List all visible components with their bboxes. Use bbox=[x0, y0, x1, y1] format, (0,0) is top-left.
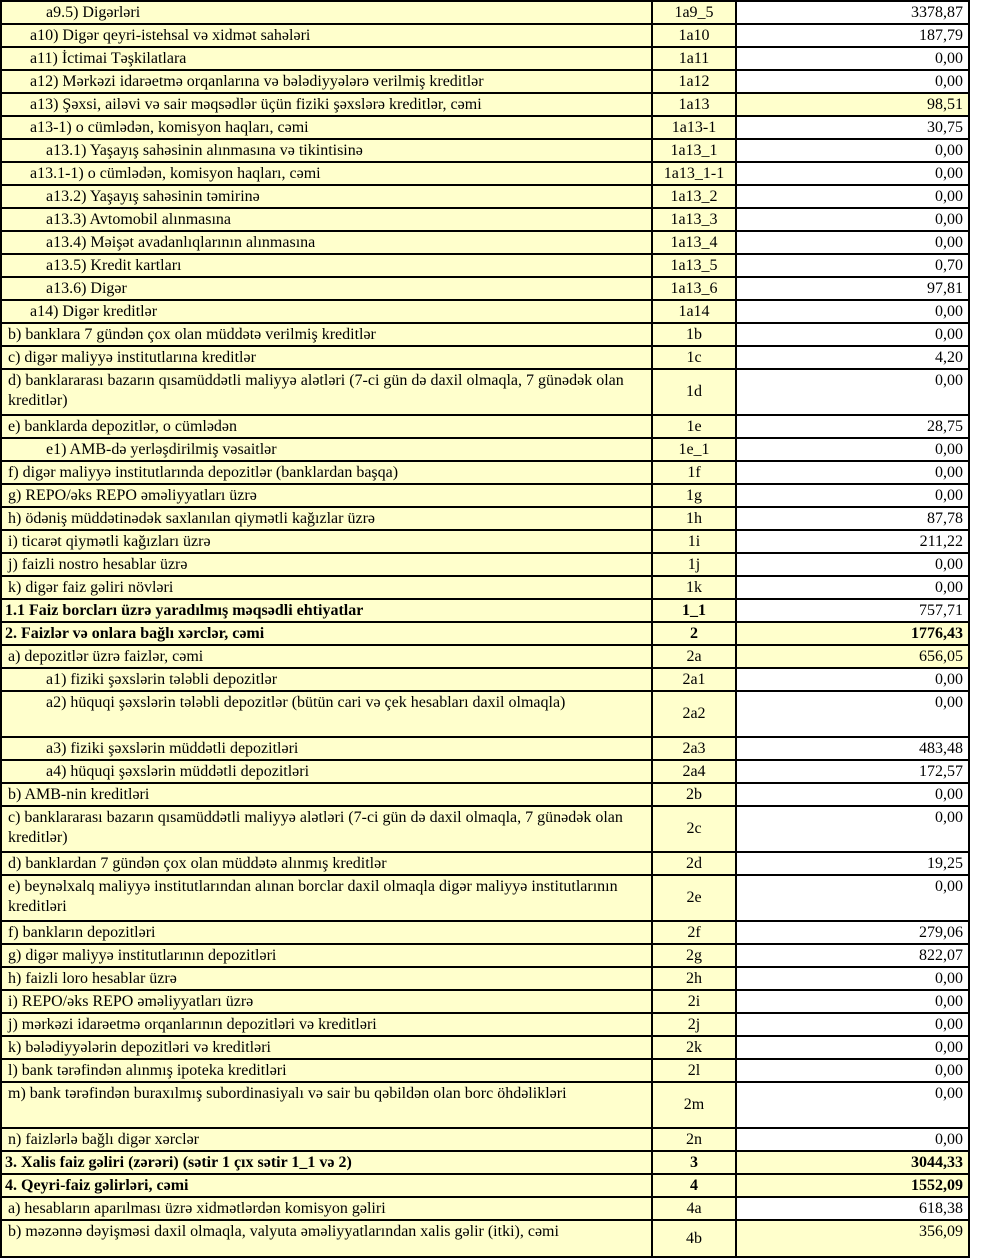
row-code: 1a13_3 bbox=[652, 208, 736, 231]
row-label: a12) Mərkəzi idarəetmə orqanlarına və bələdiyyələrə verilmiş kreditlər bbox=[1, 70, 652, 93]
row-value: 0,00 bbox=[736, 323, 969, 346]
row-value: 0,00 bbox=[736, 1059, 969, 1082]
table-row bbox=[1, 254, 969, 277]
row-value: 0,00 bbox=[736, 484, 969, 507]
row-code: 2n bbox=[652, 1128, 736, 1151]
row-label: a13.6) Digər bbox=[1, 277, 652, 300]
table-row bbox=[1, 737, 969, 760]
row-label: a) depozitlər üzrə faizlər, cəmi bbox=[1, 645, 652, 668]
row-code: 2c bbox=[652, 806, 736, 852]
table-row bbox=[1, 369, 969, 415]
row-label: a1) fiziki şəxslərin tələbli depozitlər bbox=[1, 668, 652, 691]
row-value: 618,38 bbox=[736, 1197, 969, 1220]
row-value: 4,20 bbox=[736, 346, 969, 369]
row-code: 1c bbox=[652, 346, 736, 369]
row-code: 1a9_5 bbox=[652, 1, 736, 24]
row-value: 97,81 bbox=[736, 277, 969, 300]
table-row bbox=[1, 47, 969, 70]
table-row bbox=[1, 875, 969, 921]
table-row bbox=[1, 921, 969, 944]
row-code: 1f bbox=[652, 461, 736, 484]
row-label: a11) İctimai Təşkilatlara bbox=[1, 47, 652, 70]
row-value: 0,00 bbox=[736, 783, 969, 806]
row-code: 1a13_1-1 bbox=[652, 162, 736, 185]
table-row bbox=[1, 277, 969, 300]
table-row bbox=[1, 1174, 969, 1197]
table-row bbox=[1, 1059, 969, 1082]
row-code: 1a14 bbox=[652, 300, 736, 323]
row-label: j) faizli nostro hesablar üzrə bbox=[1, 553, 652, 576]
row-code: 1a13_2 bbox=[652, 185, 736, 208]
row-code: 2j bbox=[652, 1013, 736, 1036]
row-value: 483,48 bbox=[736, 737, 969, 760]
row-label: h) ödəniş müddətinədək saxlanılan qiymətli kağızlar üzrə bbox=[1, 507, 652, 530]
row-value: 98,51 bbox=[736, 93, 969, 116]
row-label: a2) hüquqi şəxslərin tələbli depozitlər (bütün cari və çek hesabları daxil olmaqla) bbox=[1, 691, 652, 737]
table-row bbox=[1, 185, 969, 208]
table-row bbox=[1, 783, 969, 806]
row-value: 0,00 bbox=[736, 1013, 969, 1036]
row-value: 87,78 bbox=[736, 507, 969, 530]
table-row bbox=[1, 208, 969, 231]
row-value: 0,00 bbox=[736, 461, 969, 484]
row-code: 2i bbox=[652, 990, 736, 1013]
row-value: 0,00 bbox=[736, 553, 969, 576]
row-code: 1a13_4 bbox=[652, 231, 736, 254]
row-value: 0,00 bbox=[736, 668, 969, 691]
row-label: a13-1) o cümlədən, komisyon haqları, cəmi bbox=[1, 116, 652, 139]
row-label: k) digər faiz gəliri növləri bbox=[1, 576, 652, 599]
table-row bbox=[1, 1197, 969, 1220]
row-label: e) banklarda depozitlər, o cümlədən bbox=[1, 415, 652, 438]
row-value: 822,07 bbox=[736, 944, 969, 967]
table-row bbox=[1, 806, 969, 852]
row-label: m) bank tərəfindən buraxılmış subordinasiyalı və sair bu qəbildən olan borc öhdəlikləri bbox=[1, 1082, 652, 1128]
row-code: 1a13_5 bbox=[652, 254, 736, 277]
row-value: 0,00 bbox=[736, 162, 969, 185]
row-value: 3378,87 bbox=[736, 1, 969, 24]
row-code: 1d bbox=[652, 369, 736, 415]
row-label: c) digər maliyyə institutlarına kreditlər bbox=[1, 346, 652, 369]
row-label: a3) fiziki şəxslərin müddətli depozitləri bbox=[1, 737, 652, 760]
row-label: i) ticarət qiymətli kağızları üzrə bbox=[1, 530, 652, 553]
table-row bbox=[1, 300, 969, 323]
table-row bbox=[1, 990, 969, 1013]
row-label: a13) Şəxsi, ailəvi və sair məqsədlər üçün fiziki şəxslərə kreditlər, cəmi bbox=[1, 93, 652, 116]
table-row bbox=[1, 622, 969, 645]
row-value: 0,00 bbox=[736, 1036, 969, 1059]
table-row bbox=[1, 553, 969, 576]
table-row bbox=[1, 162, 969, 185]
row-label: d) banklardan 7 gündən çox olan müddətə alınmış kreditlər bbox=[1, 852, 652, 875]
row-code: 1a11 bbox=[652, 47, 736, 70]
row-value: 0,00 bbox=[736, 70, 969, 93]
table-row bbox=[1, 438, 969, 461]
row-code: 1a13-1 bbox=[652, 116, 736, 139]
table-row bbox=[1, 944, 969, 967]
row-code: 1a12 bbox=[652, 70, 736, 93]
row-value: 0,00 bbox=[736, 208, 969, 231]
row-value: 1552,09 bbox=[736, 1174, 969, 1197]
row-value: 0,00 bbox=[736, 967, 969, 990]
row-value: 0,00 bbox=[736, 1082, 969, 1128]
row-code: 2k bbox=[652, 1036, 736, 1059]
table-row bbox=[1, 691, 969, 737]
table-row bbox=[1, 93, 969, 116]
row-label: d) banklararası bazarın qısamüddətli maliyyə alətləri (7-ci gün də daxil olmaqla, 7 günədək olan kreditlər) bbox=[1, 369, 652, 415]
table-row bbox=[1, 760, 969, 783]
row-label: h) faizli loro hesablar üzrə bbox=[1, 967, 652, 990]
row-code: 1h bbox=[652, 507, 736, 530]
report-table-body bbox=[1, 1, 969, 1257]
row-value: 0,00 bbox=[736, 1128, 969, 1151]
row-value: 279,06 bbox=[736, 921, 969, 944]
row-code: 2 bbox=[652, 622, 736, 645]
row-value: 0,00 bbox=[736, 576, 969, 599]
row-code: 2e bbox=[652, 875, 736, 921]
row-label: 3. Xalis faiz gəliri (zərəri) (sətir 1 çıx sətir 1_1 və 2) bbox=[1, 1151, 652, 1174]
row-label: a13.1-1) o cümlədən, komisyon haqları, cəmi bbox=[1, 162, 652, 185]
row-code: 2f bbox=[652, 921, 736, 944]
table-row bbox=[1, 852, 969, 875]
row-label: c) banklararası bazarın qısamüddətli maliyyə alətləri (7-ci gün də daxil olmaqla, 7 günədək olan kreditlər) bbox=[1, 806, 652, 852]
table-row bbox=[1, 530, 969, 553]
row-code: 2a3 bbox=[652, 737, 736, 760]
row-value: 656,05 bbox=[736, 645, 969, 668]
table-row bbox=[1, 645, 969, 668]
row-code: 1a13 bbox=[652, 93, 736, 116]
table-row bbox=[1, 1082, 969, 1128]
row-label: a9.5) Digərləri bbox=[1, 1, 652, 24]
table-row bbox=[1, 461, 969, 484]
row-code: 1e bbox=[652, 415, 736, 438]
row-value: 0,00 bbox=[736, 47, 969, 70]
row-value: 172,57 bbox=[736, 760, 969, 783]
table-row bbox=[1, 139, 969, 162]
row-value: 3044,33 bbox=[736, 1151, 969, 1174]
row-code: 4 bbox=[652, 1174, 736, 1197]
table-row bbox=[1, 507, 969, 530]
row-label: j) mərkəzi idarəetmə orqanlarının depozitləri və kreditləri bbox=[1, 1013, 652, 1036]
row-code: 2g bbox=[652, 944, 736, 967]
table-row bbox=[1, 1220, 969, 1257]
row-label: e1) AMB-də yerləşdirilmiş vəsaitlər bbox=[1, 438, 652, 461]
row-label: g) digər maliyyə institutlarının depozitləri bbox=[1, 944, 652, 967]
row-value: 0,00 bbox=[736, 806, 969, 852]
row-value: 1776,43 bbox=[736, 622, 969, 645]
row-code: 3 bbox=[652, 1151, 736, 1174]
table-row bbox=[1, 599, 969, 622]
row-label: a13.4) Məişət avadanlıqlarının alınmasına bbox=[1, 231, 652, 254]
row-label: n) faizlərlə bağlı digər xərclər bbox=[1, 1128, 652, 1151]
row-code: 2b bbox=[652, 783, 736, 806]
row-value: 0,00 bbox=[736, 691, 969, 737]
row-code: 1_1 bbox=[652, 599, 736, 622]
row-label: a4) hüquqi şəxslərin müddətli depozitləri bbox=[1, 760, 652, 783]
row-code: 1j bbox=[652, 553, 736, 576]
table-row bbox=[1, 231, 969, 254]
row-label: a13.3) Avtomobil alınmasına bbox=[1, 208, 652, 231]
row-code: 1a10 bbox=[652, 24, 736, 47]
row-value: 0,00 bbox=[736, 185, 969, 208]
row-label: b) banklara 7 gündən çox olan müddətə verilmiş kreditlər bbox=[1, 323, 652, 346]
row-label: a13.1) Yaşayış sahəsinin alınmasına və tikintisinə bbox=[1, 139, 652, 162]
row-value: 0,00 bbox=[736, 300, 969, 323]
row-code: 2a1 bbox=[652, 668, 736, 691]
row-value: 0,00 bbox=[736, 990, 969, 1013]
row-code: 2a2 bbox=[652, 691, 736, 737]
row-code: 2a bbox=[652, 645, 736, 668]
row-label: l) bank tərəfindən alınmış ipoteka kreditləri bbox=[1, 1059, 652, 1082]
row-code: 2m bbox=[652, 1082, 736, 1128]
row-label: a14) Digər kreditlər bbox=[1, 300, 652, 323]
row-label: 1.1 Faiz borcları üzrə yaradılmış məqsədli ehtiyatlar bbox=[1, 599, 652, 622]
row-value: 0,00 bbox=[736, 875, 969, 921]
row-code: 2d bbox=[652, 852, 736, 875]
row-label: b) AMB-nin kreditləri bbox=[1, 783, 652, 806]
row-label: a13.5) Kredit kartları bbox=[1, 254, 652, 277]
row-value: 0,00 bbox=[736, 369, 969, 415]
row-label: a) hesabların aparılması üzrə xidmətlərdən komisyon gəliri bbox=[1, 1197, 652, 1220]
row-value: 0,00 bbox=[736, 139, 969, 162]
row-value: 19,25 bbox=[736, 852, 969, 875]
row-label: f) bankların depozitləri bbox=[1, 921, 652, 944]
table-row bbox=[1, 346, 969, 369]
row-code: 1e_1 bbox=[652, 438, 736, 461]
table-row bbox=[1, 1013, 969, 1036]
table-row bbox=[1, 323, 969, 346]
row-label: 4. Qeyri-faiz gəlirləri, cəmi bbox=[1, 1174, 652, 1197]
row-value: 356,09 bbox=[736, 1220, 969, 1257]
row-value: 0,00 bbox=[736, 438, 969, 461]
row-label: 2. Faizlər və onlara bağlı xərclər, cəmi bbox=[1, 622, 652, 645]
row-value: 28,75 bbox=[736, 415, 969, 438]
table-row bbox=[1, 116, 969, 139]
row-value: 187,79 bbox=[736, 24, 969, 47]
row-value: 30,75 bbox=[736, 116, 969, 139]
row-code: 1k bbox=[652, 576, 736, 599]
table-row bbox=[1, 967, 969, 990]
table-row bbox=[1, 668, 969, 691]
row-value: 0,70 bbox=[736, 254, 969, 277]
row-code: 4a bbox=[652, 1197, 736, 1220]
row-label: k) bələdiyyələrin depozitləri və kreditləri bbox=[1, 1036, 652, 1059]
table-row bbox=[1, 576, 969, 599]
row-code: 4b bbox=[652, 1220, 736, 1257]
row-value: 757,71 bbox=[736, 599, 969, 622]
row-label: g) REPO/əks REPO əməliyyatları üzrə bbox=[1, 484, 652, 507]
row-label: b) məzənnə dəyişməsi daxil olmaqla, valyuta əməliyyatlarından xalis gəlir (itki), cəmi bbox=[1, 1220, 652, 1257]
row-code: 1a13_1 bbox=[652, 139, 736, 162]
row-code: 1a13_6 bbox=[652, 277, 736, 300]
row-code: 2a4 bbox=[652, 760, 736, 783]
table-row bbox=[1, 1151, 969, 1174]
row-label: f) digər maliyyə institutlarında depozitlər (banklardan başqa) bbox=[1, 461, 652, 484]
table-row bbox=[1, 1, 969, 24]
row-code: 1i bbox=[652, 530, 736, 553]
row-label: i) REPO/əks REPO əməliyyatları üzrə bbox=[1, 990, 652, 1013]
table-row bbox=[1, 1128, 969, 1151]
row-label: a10) Digər qeyri-istehsal və xidmət sahələri bbox=[1, 24, 652, 47]
table-row bbox=[1, 24, 969, 47]
table-row bbox=[1, 415, 969, 438]
row-code: 2l bbox=[652, 1059, 736, 1082]
row-value: 211,22 bbox=[736, 530, 969, 553]
row-value: 0,00 bbox=[736, 231, 969, 254]
row-code: 2h bbox=[652, 967, 736, 990]
row-label: a13.2) Yaşayış sahəsinin təmirinə bbox=[1, 185, 652, 208]
table-row bbox=[1, 484, 969, 507]
row-code: 1b bbox=[652, 323, 736, 346]
row-code: 1g bbox=[652, 484, 736, 507]
table-row bbox=[1, 70, 969, 93]
row-label: e) beynəlxalq maliyyə institutlarından alınan borclar daxil olmaqla digər maliyyə institutlarının kreditləri bbox=[1, 875, 652, 921]
table-row bbox=[1, 1036, 969, 1059]
